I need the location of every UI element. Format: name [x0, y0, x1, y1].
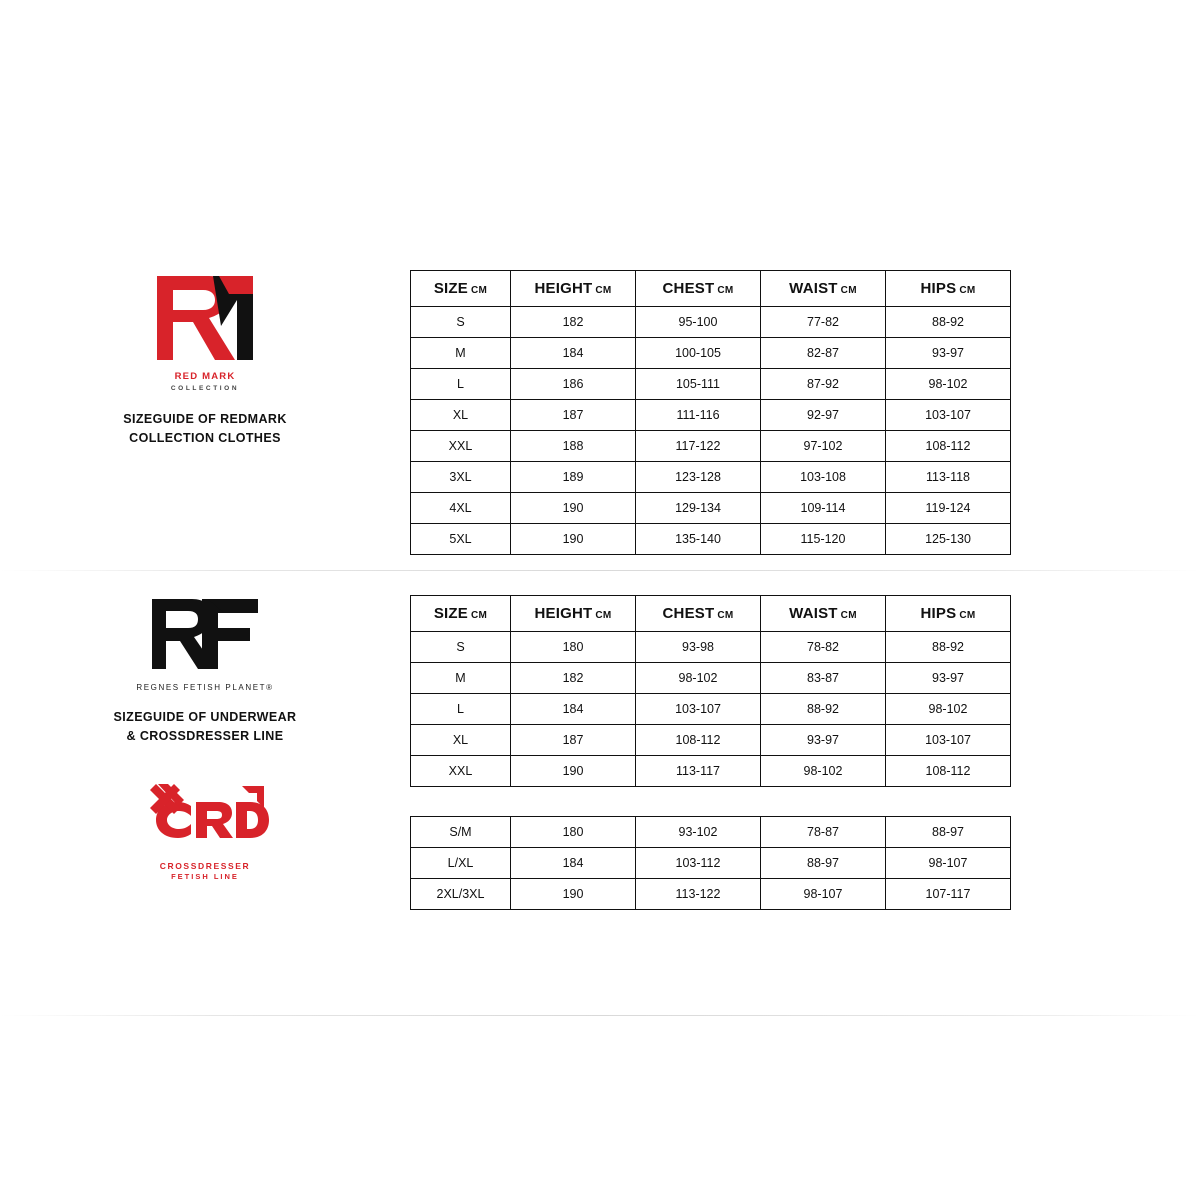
- column-header-waist: WAIST CM: [761, 596, 886, 632]
- cell-chest: 117-122: [636, 431, 761, 462]
- cell-height: 180: [511, 817, 636, 848]
- table-row: [411, 338, 1011, 369]
- cell-hips: 93-97: [886, 338, 1011, 369]
- redmark-logo-icon: [147, 270, 263, 366]
- cell-height: 188: [511, 431, 636, 462]
- cell-hips: 108-112: [886, 756, 1011, 787]
- cell-size: XL: [411, 400, 511, 431]
- column-header-size: SIZE CM: [411, 596, 511, 632]
- cell-waist: 109-114: [761, 493, 886, 524]
- redmark-caption-line1: SIZEGUIDE OF REDMARK: [123, 412, 287, 426]
- rfp-size-table: [410, 595, 1011, 787]
- redmark-table-wrap: [410, 270, 1010, 555]
- column-header-chest: CHEST CM: [636, 271, 761, 307]
- crossdresser-fetish-line-logo-icon: [138, 780, 272, 856]
- cell-hips: 98-107: [886, 848, 1011, 879]
- cell-size: L: [411, 369, 511, 400]
- cell-chest: 105-111: [636, 369, 761, 400]
- table-row: [411, 817, 1011, 848]
- cell-chest: 103-107: [636, 694, 761, 725]
- rfp-caption: [114, 708, 297, 746]
- cell-height: 190: [511, 756, 636, 787]
- cell-waist: 103-108: [761, 462, 886, 493]
- column-header-waist: WAIST CM: [761, 271, 886, 307]
- crd-brand-block: [138, 780, 272, 883]
- cell-height: 190: [511, 493, 636, 524]
- cell-size: 2XL/3XL: [411, 879, 511, 910]
- cell-waist: 115-120: [761, 524, 886, 555]
- cell-hips: 88-92: [886, 632, 1011, 663]
- cell-chest: 129-134: [636, 493, 761, 524]
- cell-size: 4XL: [411, 493, 511, 524]
- table-row: [411, 400, 1011, 431]
- crd-wordmark-text: CROSSDRESSER: [159, 860, 251, 871]
- rfp-caption-line2: & CROSSDRESSER LINE: [126, 728, 284, 743]
- redmark-section: [0, 270, 1200, 555]
- cell-chest: 111-116: [636, 400, 761, 431]
- cell-waist: 88-92: [761, 694, 886, 725]
- cell-waist: 82-87: [761, 338, 886, 369]
- cell-hips: 98-102: [886, 694, 1011, 725]
- cell-waist: 98-102: [761, 756, 886, 787]
- cell-waist: 97-102: [761, 431, 886, 462]
- cell-size: XXL: [411, 756, 511, 787]
- cell-hips: 103-107: [886, 725, 1011, 756]
- column-header-hips: HIPS CM: [886, 271, 1011, 307]
- table-row: [411, 524, 1011, 555]
- cell-chest: 113-117: [636, 756, 761, 787]
- cell-chest: 95-100: [636, 307, 761, 338]
- crossdresser-size-table: [410, 816, 1011, 910]
- redmark-wordmark-text: RED MARK: [174, 371, 236, 382]
- crd-wordmark-sub: FETISH LINE: [171, 871, 239, 881]
- table-row: [411, 431, 1011, 462]
- cell-height: 190: [511, 524, 636, 555]
- redmark-brand-block: [0, 270, 410, 555]
- cell-waist: 98-107: [761, 879, 886, 910]
- cell-size: S: [411, 307, 511, 338]
- redmark-caption: [123, 410, 287, 448]
- rfp-caption-line1: SIZEGUIDE OF UNDERWEAR: [113, 710, 297, 724]
- rfp-brand-block: [0, 595, 410, 910]
- table-row: [411, 462, 1011, 493]
- column-header-height: HEIGHT CM: [511, 271, 636, 307]
- cell-height: 190: [511, 879, 636, 910]
- cell-size: 3XL: [411, 462, 511, 493]
- table-row: [411, 756, 1011, 787]
- cell-height: 184: [511, 848, 636, 879]
- cell-height: 189: [511, 462, 636, 493]
- table-header-row: [411, 596, 1011, 632]
- cell-hips: 103-107: [886, 400, 1011, 431]
- cell-height: 184: [511, 338, 636, 369]
- cell-waist: 88-97: [761, 848, 886, 879]
- cell-height: 184: [511, 694, 636, 725]
- cell-hips: 113-118: [886, 462, 1011, 493]
- cell-chest: 135-140: [636, 524, 761, 555]
- cell-waist: 78-87: [761, 817, 886, 848]
- column-header-size: SIZE CM: [411, 271, 511, 307]
- cell-chest: 113-122: [636, 879, 761, 910]
- cell-waist: 87-92: [761, 369, 886, 400]
- table-row: [411, 369, 1011, 400]
- cell-chest: 98-102: [636, 663, 761, 694]
- rfp-wordmark: REGNES FETISH PLANET®: [136, 683, 274, 692]
- cell-hips: 108-112: [886, 431, 1011, 462]
- column-header-hips: HIPS CM: [886, 596, 1011, 632]
- cell-chest: 108-112: [636, 725, 761, 756]
- cell-hips: 98-102: [886, 369, 1011, 400]
- cell-chest: 93-98: [636, 632, 761, 663]
- table-row: [411, 493, 1011, 524]
- cell-height: 187: [511, 400, 636, 431]
- cell-chest: 123-128: [636, 462, 761, 493]
- cell-size: 5XL: [411, 524, 511, 555]
- cell-waist: 93-97: [761, 725, 886, 756]
- table-row: [411, 725, 1011, 756]
- redmark-caption-line2: COLLECTION CLOTHES: [129, 430, 281, 445]
- table-row: [411, 694, 1011, 725]
- divider-band-bottom: [0, 1015, 1200, 1016]
- cell-hips: 119-124: [886, 493, 1011, 524]
- column-header-height: HEIGHT CM: [511, 596, 636, 632]
- cell-height: 186: [511, 369, 636, 400]
- cell-waist: 83-87: [761, 663, 886, 694]
- cell-hips: 125-130: [886, 524, 1011, 555]
- rfp-table-wrap: [410, 595, 1010, 910]
- cell-size: M: [411, 338, 511, 369]
- cell-size: XXL: [411, 431, 511, 462]
- redmark-wordmark: [171, 370, 239, 394]
- crd-wordmark: [160, 860, 251, 883]
- regnes-fetish-planet-logo-icon: [146, 595, 264, 673]
- divider-band-top: [0, 570, 1200, 571]
- cell-height: 180: [511, 632, 636, 663]
- cell-waist: 78-82: [761, 632, 886, 663]
- cell-size: L/XL: [411, 848, 511, 879]
- cell-height: 182: [511, 307, 636, 338]
- table-row: [411, 632, 1011, 663]
- redmark-size-table: [410, 270, 1011, 555]
- cell-hips: 93-97: [886, 663, 1011, 694]
- cell-height: 182: [511, 663, 636, 694]
- table-row: [411, 879, 1011, 910]
- redmark-wordmark-sub: COLLECTION: [170, 385, 240, 393]
- cell-hips: 88-92: [886, 307, 1011, 338]
- cell-chest: 100-105: [636, 338, 761, 369]
- table-row: [411, 848, 1011, 879]
- cell-size: M: [411, 663, 511, 694]
- cell-chest: 93-102: [636, 817, 761, 848]
- table-row: [411, 663, 1011, 694]
- cell-waist: 77-82: [761, 307, 886, 338]
- cell-size: S: [411, 632, 511, 663]
- table-header-row: [411, 271, 1011, 307]
- column-header-chest: CHEST CM: [636, 596, 761, 632]
- cell-size: S/M: [411, 817, 511, 848]
- cell-waist: 92-97: [761, 400, 886, 431]
- table-row: [411, 307, 1011, 338]
- cell-height: 187: [511, 725, 636, 756]
- cell-chest: 103-112: [636, 848, 761, 879]
- cell-size: L: [411, 694, 511, 725]
- cell-size: XL: [411, 725, 511, 756]
- rfp-section: [0, 595, 1200, 910]
- cell-hips: 88-97: [886, 817, 1011, 848]
- cell-hips: 107-117: [886, 879, 1011, 910]
